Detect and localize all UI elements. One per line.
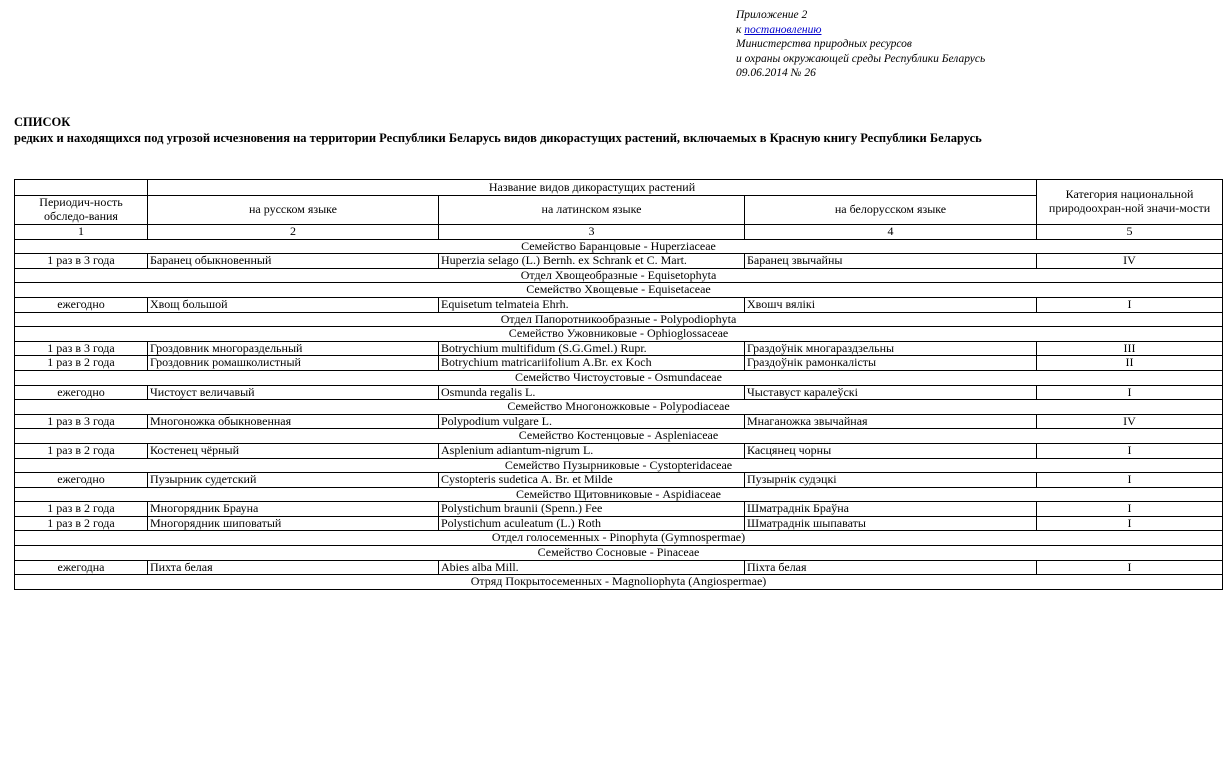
belarusian-name-cell: Пузырнік судэцкі: [745, 473, 1037, 488]
periodicity-cell: 1 раз в 3 года: [15, 414, 148, 429]
russian-name-cell: Многорядник шиповатый: [148, 516, 439, 531]
category-cell: III: [1037, 341, 1223, 356]
latin-name-cell: Cystopteris sudetica A. Br. et Milde: [439, 473, 745, 488]
taxon-group-label: Отдел Папоротникообразные - Polypodiophyta: [15, 312, 1223, 327]
category-cell: I: [1037, 502, 1223, 517]
appendix-line-5: 09.06.2014 № 26: [736, 67, 816, 80]
belarusian-name-cell: Шматраднік Браўна: [745, 502, 1037, 517]
column-number: 5: [1037, 225, 1223, 240]
category-cell: I: [1037, 560, 1223, 575]
taxon-group-label: Отдел голосеменных - Pinophyta (Gymnospermae): [15, 531, 1223, 546]
category-cell: II: [1037, 356, 1223, 371]
column-number: 1: [15, 225, 148, 240]
taxon-group-row: [15, 370, 1223, 385]
periodicity-cell: 1 раз в 3 года: [15, 341, 148, 356]
latin-name-cell: Asplenium adiantum-nigrum L.: [439, 443, 745, 458]
table-body: [15, 239, 1223, 589]
taxon-group-label: Отряд Покрытосеменных - Magnoliophyta (Angiospermae): [15, 575, 1223, 590]
species-row: [15, 297, 1223, 312]
species-row: [15, 414, 1223, 429]
belarusian-name-cell: Граздоўнік многараздзельны: [745, 341, 1037, 356]
latin-name-cell: Huperzia selago (L.) Bernh. ex Schrank et C. Mart.: [439, 254, 745, 269]
russian-name-cell: Костенец чёрный: [148, 443, 439, 458]
russian-name-cell: Баранец обыкновенный: [148, 254, 439, 269]
category-cell: IV: [1037, 254, 1223, 269]
periodicity-cell: 1 раз в 2 года: [15, 356, 148, 371]
belarusian-name-cell: Граздоўнік рамонкалісты: [745, 356, 1037, 371]
category-cell: I: [1037, 385, 1223, 400]
taxon-group-row: [15, 268, 1223, 283]
species-row: [15, 443, 1223, 458]
taxon-group-label: Семейство Хвощевые - Equisetaceae: [15, 283, 1223, 298]
taxon-group-label: Семейство Ужовниковые - Ophioglossaceae: [15, 327, 1223, 342]
taxon-group-row: [15, 531, 1223, 546]
appendix-line-3: Министерства природных ресурсов: [736, 38, 912, 51]
taxon-group-row: [15, 575, 1223, 590]
periodicity-cell: ежегодно: [15, 385, 148, 400]
species-row: [15, 502, 1223, 517]
belarusian-name-cell: Касцянец чорны: [745, 443, 1037, 458]
resolution-link[interactable]: постановлению: [744, 23, 822, 36]
taxon-group-row: [15, 400, 1223, 415]
periodicity-cell: ежегодно: [15, 297, 148, 312]
belarusian-name-cell: Мнаганожка звычайная: [745, 414, 1037, 429]
taxon-group-row: [15, 429, 1223, 444]
appendix-line-4: и охраны окружающей среды Республики Беларусь: [736, 52, 986, 65]
russian-name-cell: Пихта белая: [148, 560, 439, 575]
taxon-group-row: [15, 458, 1223, 473]
taxon-group-label: Семейство Щитовниковые - Aspidiaceae: [15, 487, 1223, 502]
taxon-group-label: Семейство Пузырниковые - Cystopteridaceae: [15, 458, 1223, 473]
taxon-group-row: [15, 239, 1223, 254]
appendix-note: [736, 8, 985, 81]
taxon-group-label: Отдел Хвощеобразные - Equisetophyta: [15, 268, 1223, 283]
taxon-group-row: [15, 312, 1223, 327]
category-cell: I: [1037, 473, 1223, 488]
latin-name-cell: Osmunda regalis L.: [439, 385, 745, 400]
latin-name-cell: Botrychium matricariifolium A.Br. ex Koch: [439, 356, 745, 371]
header-belarusian: на белорусском языке: [745, 196, 1037, 225]
taxon-group-label: Семейство Многоножковые - Polypodiaceae: [15, 400, 1223, 415]
species-row: [15, 473, 1223, 488]
russian-name-cell: Многорядник Брауна: [148, 502, 439, 517]
periodicity-cell: 1 раз в 3 года: [15, 254, 148, 269]
periodicity-cell: ежегодна: [15, 560, 148, 575]
species-row: [15, 516, 1223, 531]
category-cell: IV: [1037, 414, 1223, 429]
latin-name-cell: Polystichum aculeatum (L.) Roth: [439, 516, 745, 531]
species-row: [15, 560, 1223, 575]
title-heading: СПИСОК: [14, 115, 71, 129]
periodicity-cell: 1 раз в 2 года: [15, 516, 148, 531]
belarusian-name-cell: Хвошч вялікі: [745, 297, 1037, 312]
belarusian-name-cell: Шматраднік шыпаваты: [745, 516, 1037, 531]
russian-name-cell: Хвощ большой: [148, 297, 439, 312]
category-cell: I: [1037, 297, 1223, 312]
latin-name-cell: Polypodium vulgare L.: [439, 414, 745, 429]
russian-name-cell: Гроздовник многораздельный: [148, 341, 439, 356]
header-russian: на русском языке: [148, 196, 439, 225]
taxon-group-row: [15, 546, 1223, 561]
category-cell: I: [1037, 443, 1223, 458]
species-row: [15, 341, 1223, 356]
header-row-1: [15, 180, 1223, 196]
periodicity-cell: 1 раз в 2 года: [15, 502, 148, 517]
header-periodicity: Периодич-ность обследо-вания: [15, 196, 148, 225]
column-number-row: [15, 225, 1223, 240]
header-empty-cell: [15, 180, 148, 196]
header-latin: на латинском языке: [439, 196, 745, 225]
species-row: [15, 356, 1223, 371]
taxon-group-row: [15, 487, 1223, 502]
column-number: 3: [439, 225, 745, 240]
appendix-line-2-prefix: к: [736, 23, 745, 36]
column-number: 4: [745, 225, 1037, 240]
belarusian-name-cell: Чыставуст каралеўскі: [745, 385, 1037, 400]
header-names-group: Название видов дикорастущих растений: [148, 180, 1037, 196]
species-row: [15, 254, 1223, 269]
appendix-line-1: Приложение 2: [736, 9, 808, 21]
taxon-group-row: [15, 283, 1223, 298]
taxon-group-label: Семейство Баранцовые - Huperziaceae: [15, 239, 1223, 254]
russian-name-cell: Гроздовник ромашколистный: [148, 356, 439, 371]
document-title: [14, 115, 1204, 146]
latin-name-cell: Polystichum braunii (Spenn.) Fee: [439, 502, 745, 517]
russian-name-cell: Многоножка обыкновенная: [148, 414, 439, 429]
taxon-group-label: Семейство Сосновые - Pinaceae: [15, 546, 1223, 561]
periodicity-cell: ежегодно: [15, 473, 148, 488]
taxon-group-label: Семейство Чистоустовые - Osmundaceae: [15, 370, 1223, 385]
periodicity-cell: 1 раз в 2 года: [15, 443, 148, 458]
taxon-group-label: Семейство Костенцовые - Aspleniaceae: [15, 429, 1223, 444]
header-category: Категория национальной природоохран-ной значи-мости: [1037, 180, 1223, 225]
belarusian-name-cell: Піхта белая: [745, 560, 1037, 575]
russian-name-cell: Пузырник судетский: [148, 473, 439, 488]
latin-name-cell: Abies alba Mill.: [439, 560, 745, 575]
russian-name-cell: Чистоуст величавый: [148, 385, 439, 400]
category-cell: I: [1037, 516, 1223, 531]
latin-name-cell: Botrychium multifidum (S.G.Gmel.) Rupr.: [439, 341, 745, 356]
latin-name-cell: Equisetum telmateia Ehrh.: [439, 297, 745, 312]
title-subheading: редких и находящихся под угрозой исчезновения на территории Республики Беларусь видов дикорастущих растений, включаемых в Красную книгу Республики Беларусь: [14, 130, 982, 145]
column-number: 2: [148, 225, 439, 240]
species-row: [15, 385, 1223, 400]
taxon-group-row: [15, 327, 1223, 342]
species-table: [14, 179, 1223, 590]
belarusian-name-cell: Баранец звычайны: [745, 254, 1037, 269]
appendix-line-2: [736, 23, 985, 38]
